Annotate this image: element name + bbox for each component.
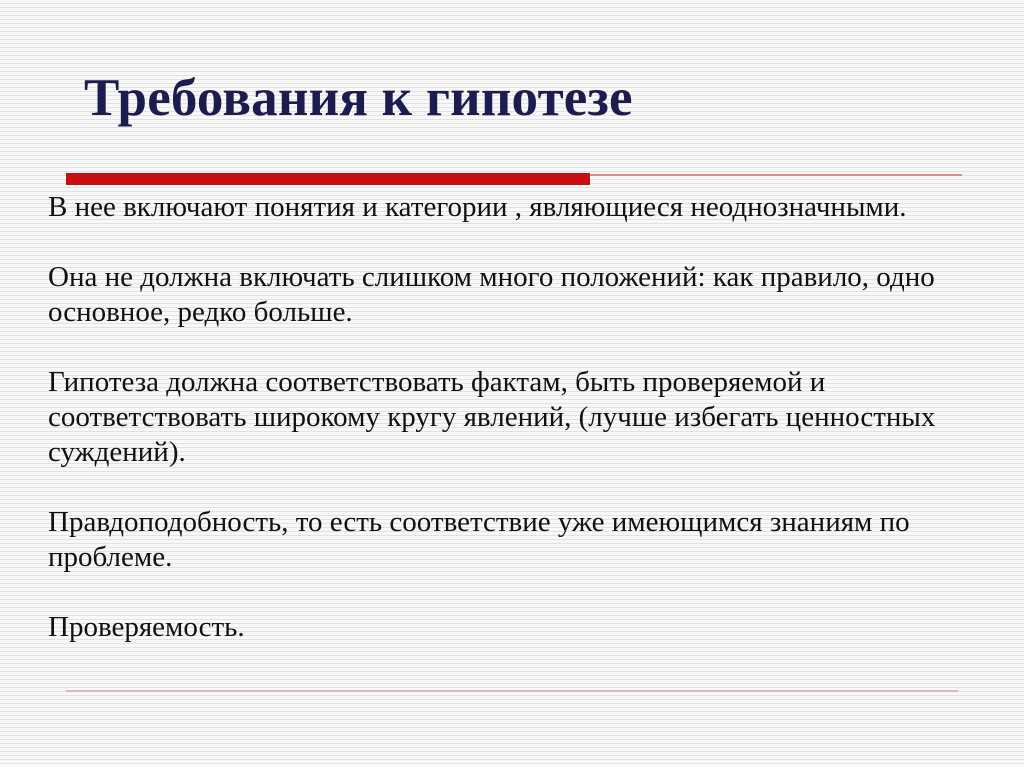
- title-thin-rule: [590, 174, 962, 176]
- paragraph-propositions: Она не должна включать слишком много положений: как правило, одно основное, редко больше.: [48, 261, 935, 328]
- paragraph-plausibility: Правдоподобность, то есть соответствие уже имеющимся знаниям по проблеме.: [48, 506, 910, 573]
- paragraph-concepts: В нее включают понятия и категории , являющиеся неоднозначными.: [48, 191, 907, 223]
- paragraph-facts: Гипотеза должна соответствовать фактам, быть проверяемой и соответствовать широкому кругу явлений, (лучше избегать ценностных суждений).: [48, 366, 936, 468]
- slide-body: [48, 190, 988, 645]
- paragraph-testability: Проверяемость.: [48, 611, 245, 643]
- bottom-rule: [66, 690, 958, 692]
- slide-title: Требования к гипотезе: [84, 69, 633, 127]
- title-accent-rule: [66, 173, 590, 185]
